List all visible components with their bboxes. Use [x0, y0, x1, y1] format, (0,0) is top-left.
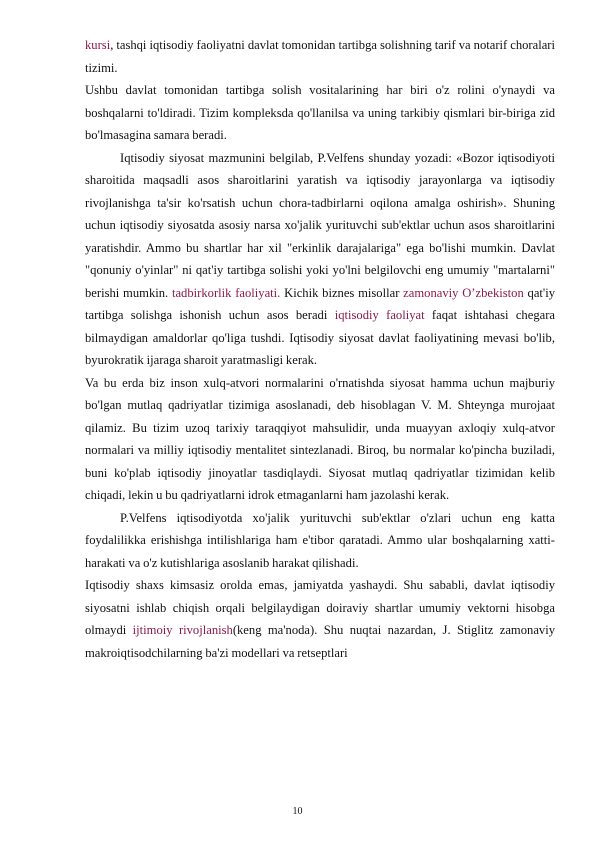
page-number: 10 [292, 806, 303, 817]
text-segment: P.Velfens iqtisodiyotda xo'jalik yurituvchi sub'ektlar o'zlari uchun eng katta foydalilikka erishishga intilishlariga ham e'tibor qaratadi. Ammo ular boshqalarning xatti-harakati va o'z kutishlariga asoslanib harakat qilishadi. [85, 510, 555, 570]
text-segment: Kichik biznes misollar [280, 285, 404, 300]
text-segment: qat'iy tartibga solishga ishonish uchun asos beradi [85, 285, 555, 322]
paragraph-5 [85, 507, 555, 575]
link-tadbirkorlik-faoliyati[interactable]: tadbirkorlik faoliyati. [171, 285, 281, 300]
link-zamonaviy-ozbekiston[interactable]: zamonaviy O’zbekiston [403, 285, 524, 300]
text-segment: Iqtisodiy siyosat mazmunini belgilab, P.Velfens shunday yozadi: «Bozor iqtisodiyoti sharoitida maqsadli asos sharoitlarini yaratish va iqtisodiy jarayonlarga va iqtisodiy rivojlanishga ta'sir ko'rsatish uchun chora-tadbirlarni oqilona amalga oshirish». Shuning uchun iqtisodiy siyosatda asosiy narsa xo'jalik yurituvchi sub'ektlar uchun asos sharoitlarini yaratishdir. Ammo bu shartlar har xil "erkinlik darajalariga" ega bo'lishi mumkin. Davlat "qonuniy o'yinlar" ni qat'iy tartibga solishi yoki yo'lni belgilovchi eng umumiy "martalarni" berishi mumkin. [85, 150, 555, 300]
text-segment: , tashqi iqtisodiy faoliyatni davlat tomonidan tartibga solishning tarif va notarif choralari tizimi. [85, 38, 555, 75]
link-kursi[interactable]: kursi [85, 38, 111, 52]
text-segment: Va bu erda biz inson xulq-atvori normalarini o'rnatishda siyosat hamma uchun majburiy bo'lgan mutlaq qadriyatlar tizimiga asoslanadi, deb hisoblagan V. M. Shteynga murojaat qilamiz. Bu tizim uzoq tarixiy taraqqiyot mahsulidir, unda muayyan axloqiy xulq-atvor normalari va milliy iqtisodiy mentalitet sintezlanadi. Biroq, bu normalar ko'pincha buziladi, buni ko'plab iqtisodiy jinoyatlar tasdiqlaydi. Siyosat mutlaq qadriyatlar tizimidan kelib chiqadi, lekin u bu qadriyatlarni idrok etmaganlarni ham jazolashi kerak. [85, 375, 555, 502]
text-segment: (keng ma'noda). Shu nuqtai nazardan, J. Stiglitz zamonaviy makroiqtisodchilarning ba'zi modellari va retseptlari [85, 623, 555, 660]
paragraph-2 [85, 79, 555, 147]
paragraph-3 [85, 147, 555, 372]
text-segment: faqat ishtahasi chegara bilmaydigan amaldorlar qo'liga tushdi. Iqtisodiy siyosat davlat faoliyatining mevasi bo'lib, byurokratik ijaraga sharoit yaratmasligi kerak. [85, 308, 555, 367]
paragraph-1 [85, 34, 555, 79]
paragraph-4 [85, 372, 555, 507]
link-iqtisodiy-faoliyat[interactable]: iqtisodiy faoliyat [334, 308, 425, 322]
link-ijtimoiy-rivojlanish[interactable]: ijtimoiy rivojlanish [132, 623, 233, 637]
text-segment: Ushbu davlat tomonidan tartibga solish vositalarining har biri o'z rolini o'ynaydi va boshqalarni to'ldiradi. Tizim kompleksda qo'llanilsa va uning tarkibiy qismlari bir-biriga zid bo'lmasagina samara beradi. [85, 83, 555, 142]
paragraph-6 [85, 574, 555, 664]
text-segment: Iqtisodiy shaxs kimsasiz orolda emas, jamiyatda yashaydi. Shu sababli, davlat iqtisodiy siyosatni ishlab chiqish orqali belgilaydigan doiraviy shartlar umumiy vektorni hisobga olmaydi [85, 578, 555, 637]
body-text [85, 34, 555, 664]
